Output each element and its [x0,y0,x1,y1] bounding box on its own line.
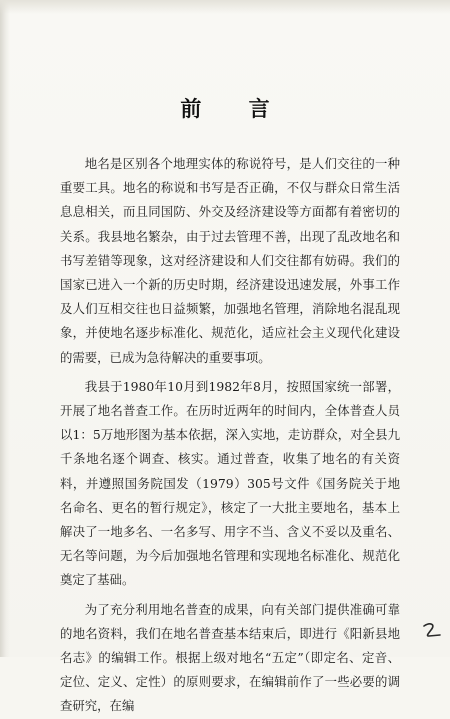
handwritten-page-mark [420,620,444,640]
page-title: 前 言 [180,96,290,121]
paragraph-2: 我县于1980年10月到1982年8月，按照国家统一部署，开展了地名普查工作。在历时近两年的时间内，全体普查人员以1：5万地形图为基本依据，深入实地，走访群众，对全县九千条地名逐个调查、核实。通过普查，收集了地名的有关资料，并遵照国务院国发（1979）305号文件《国务院关于地名命名、更名的暂行规定》，核定了一大批主要地名，基本上解决了一地多名、一名多写、用字不当、含义不妥以及重名、无名等问题，为今后加强地名管理和实现地名标准化、规范化奠定了基础。 [60,378,400,588]
paragraph-1: 地名是区别各个地理实体的称说符号，是人们交往的一种重要工具。地名的称说和书写是否正确，不仅与群众日常生活息息相关，而且同国防、外交及经济建设等方面都有着密切的关系。我县地名繁杂，由于过去管理不善，出现了乱改地名和书写差错等现象，这对经济建设和人们交往都有妨碍。我们的国家已进入一个新的历史时期，经济建设迅速发展，外事工作及人们互相交往也日益频繁，加强地名管理，消除地名混乱现象，并使地名逐步标准化、规范化，适应社会主义现代化建设的需要，已成为急待解决的重要事项。 [60,156,400,365]
scan-top-shade [0,0,450,14]
paragraph-3: 为了充分利用地名普查的成果，向有关部门提供准确可靠的地名资料，我们在地名普查基本结束后，即进行《阳新县地名志》的编辑工作。根据上级对地名“五定”（即定名、定音、定位、定义、定性）的原则要求，在编辑前作了一些必要的调查研究，在编 [60,601,400,714]
preface-body [60,152,400,719]
